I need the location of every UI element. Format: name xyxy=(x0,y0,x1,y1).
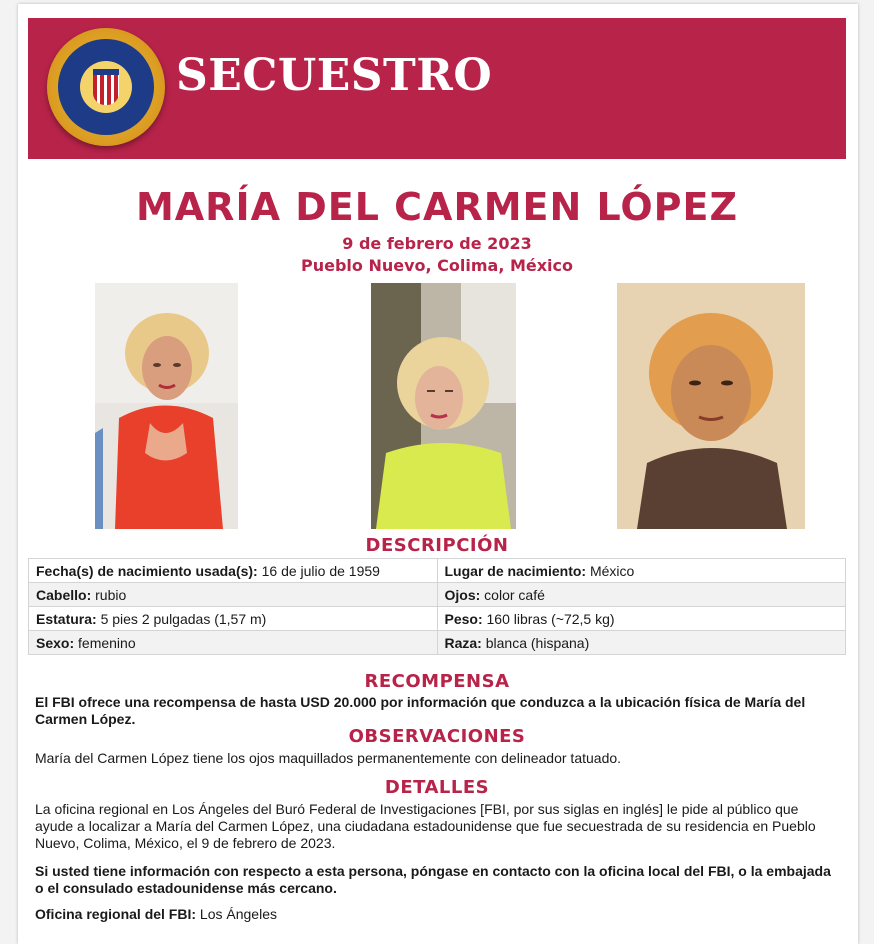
description-cell xyxy=(437,607,846,631)
poster-page xyxy=(18,4,858,944)
observaciones-text: María del Carmen López tiene los ojos maquillados permanentemente con delineador tatuado. xyxy=(35,750,622,766)
description-row xyxy=(29,631,846,655)
description-cell xyxy=(437,631,846,655)
description-key: Peso: xyxy=(444,610,483,627)
detalles-text: La oficina regional en Los Ángeles del Buró Federal de Investigaciones [FBI, por sus siglas en inglés] le pide al público que ayude a localizar a María del Carmen López, una ciudadana estadounidense que fue secuestrada de su residencia en Pueblo Nuevo, Colima, México, el 9 de febrero de 2023. xyxy=(35,801,816,851)
description-row xyxy=(29,607,846,631)
observaciones-title: OBSERVACIONES xyxy=(348,726,526,747)
photo-2 xyxy=(371,283,516,529)
description-value: 160 libras (~72,5 kg) xyxy=(486,610,615,627)
description-row xyxy=(29,559,846,583)
description-key: Estatura: xyxy=(36,610,97,627)
description-key: Sexo: xyxy=(36,634,75,651)
description-value: rubio xyxy=(95,586,127,603)
description-key: Ojos: xyxy=(444,586,481,603)
contact-text: Si usted tiene información con respecto a esta persona, póngase en contacto con la oficina local del FBI, o la embajada o el consulado estadounidense más cercano. xyxy=(35,863,831,896)
field-office xyxy=(35,906,840,923)
description-value: 5 pies 2 pulgadas (1,57 m) xyxy=(100,610,267,627)
incident-date: 9 de febrero de 2023 xyxy=(342,234,532,253)
description-key: Raza: xyxy=(444,634,482,651)
description-table xyxy=(28,558,846,655)
field-office-value: Los Ángeles xyxy=(199,906,277,922)
description-cell xyxy=(437,559,846,583)
description-cell xyxy=(437,583,846,607)
description-key: Fecha(s) de nacimiento usada(s): xyxy=(36,562,258,579)
descripcion-title: DESCRIPCIÓN xyxy=(365,535,509,556)
description-key: Lugar de nacimiento: xyxy=(444,562,587,579)
description-key: Cabello: xyxy=(36,586,92,603)
field-office-label: Oficina regional del FBI: xyxy=(35,906,197,922)
incident-place: Pueblo Nuevo, Colima, México xyxy=(300,256,574,275)
description-cell xyxy=(29,559,438,583)
description-cell xyxy=(29,583,438,607)
description-value: México xyxy=(589,562,635,579)
banner-title: SECUESTRO xyxy=(176,50,493,101)
person-name: MARÍA DEL CARMEN LÓPEZ xyxy=(135,185,739,229)
photo-3 xyxy=(617,283,805,529)
description-value: 16 de julio de 1959 xyxy=(261,562,380,579)
detalles-title: DETALLES xyxy=(384,777,490,798)
description-value: blanca (hispana) xyxy=(485,634,590,651)
description-cell xyxy=(29,631,438,655)
description-value: color café xyxy=(484,586,545,603)
recompensa-text: El FBI ofrece una recompensa de hasta USD 20.000 por información que conduzca a la ubicación física de María del Carmen López. xyxy=(35,694,806,727)
description-value: femenino xyxy=(78,634,136,651)
description-cell xyxy=(29,607,438,631)
photo-1 xyxy=(95,283,238,529)
description-row xyxy=(29,583,846,607)
fbi-seal-icon xyxy=(47,28,165,146)
recompensa-title: RECOMPENSA xyxy=(364,671,510,692)
